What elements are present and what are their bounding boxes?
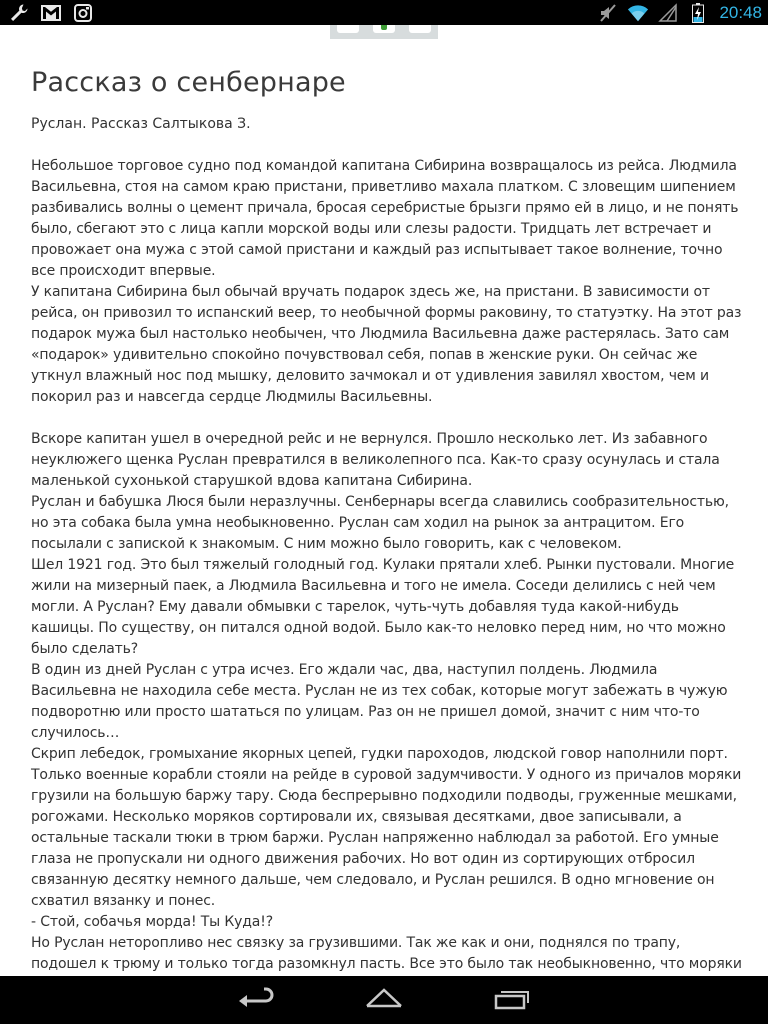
page-nav-current-button[interactable] (373, 25, 395, 33)
recent-apps-icon (492, 986, 532, 1014)
page-nav-indicator (381, 25, 387, 30)
mute-icon (597, 3, 619, 23)
home-button[interactable] (364, 986, 404, 1014)
battery-charging-icon (687, 3, 709, 23)
paragraph: У капитана Сибирина был обычай вручать подарок здесь же, на пристани. В зависимости от рейса, он привозил то испанский веер, то необычной формы раковину, то статуэтку. На этот раз подарок мужа был настолько необычен, что Людмила Васильевна даже растерялась. Зато сам «подарок» удивительно спокойно почувствовал себя, попав в женские руки. Он сейчас же уткнул влажный нос под мышку, деловито зачмокал и от удивления завилял хвостом, чем и покорил раз и навсегда сердце Людмилы Васильевны. (31, 284, 742, 405)
back-icon (236, 986, 276, 1014)
paragraph: Вскоре капитан ушел в очередной рейс и не вернулся. Прошло несколько лет. Из забавного неуклюжего щенка Руслан превратился в великолепного пса. Как-то сразу осунулась и стала маленькой сухонькой старушкой вдова капитана Сибирина. (31, 431, 720, 489)
wifi-icon (627, 3, 649, 23)
wrench-icon (8, 3, 30, 23)
status-bar (0, 0, 768, 25)
clock: 20:48 (719, 2, 762, 22)
instagram-icon (72, 3, 94, 23)
paragraph: В один из дней Руслан с утра исчез. Его ждали час, два, наступил полдень. Людмила Васильевна не находила себе места. Руслан не из тех собак, которые могут забежать в чужую подворотню или просто шататься по улицам. Раз он не пришел домой, значит с ним что-то случилось… (31, 662, 728, 741)
page-nav-next-button[interactable] (409, 25, 431, 33)
article (31, 60, 743, 1017)
page-nav-prev-button[interactable] (337, 25, 359, 33)
back-button[interactable] (236, 986, 276, 1014)
notification-icons (8, 2, 94, 23)
paragraph: Руслан и бабушка Люся были неразлучны. Сенбернары всегда славились сообразительностью, но эта собака была умна необыкновенно. Руслан сам ходил на рынок за антрацитом. Его посылали с запиской к знакомым. С ним можно было говорить, как с человеком. (31, 494, 729, 552)
article-body (31, 156, 743, 1017)
article-byline: Руслан. Рассказ Салтыкова З. (31, 116, 251, 132)
home-icon (364, 986, 404, 1014)
paragraph: Небольшое торговое судно под командой капитана Сибирина возвращалось из рейса. Людмила Васильевна, стоя на самом краю пристани, приветливо махала платком. С зловещим шипением разбивались волны о цемент причала, бросая серебристые брызги прямо ей в лицо, и не понять было, сбегают это с лица капли морской воды или слезы радости. Тридцать лет встречает и провожает она мужа с этой самой пристани и каждый раз испытывает такое волнение, точно все происходит впервые. (31, 158, 739, 279)
system-icons (597, 2, 762, 23)
paragraph: Шел 1921 год. Это был тяжелый голодный год. Кулаки прятали хлеб. Рынки пустовали. Многие жили на мизерный паек, а Людмила Васильевна и того не имела. Соседи делились с ней чем могли. А Руслан? Ему давали обмывки с тарелок, чуть-чуть добавляя туда какой-нибудь кашицы. По существу, он питался одной водой. Было как-то неловко перед ним, но что можно было сделать? (31, 557, 735, 657)
paragraph: Но Руслан неторопливо нес связку за грузившими. Так же как и они, поднялся по трапу, подошел к трюму и только тогда разомкнул пасть. Все это было так необыкновенно, что моряки (31, 935, 742, 972)
article-title: Рассказ о сенбернаре (31, 67, 346, 98)
paragraph: - Стой, собачья морда! Ты Куда!? (31, 914, 273, 930)
page-nav-widget (330, 25, 438, 39)
gmail-icon (40, 3, 62, 23)
paragraph: Скрип лебедок, громыхание якорных цепей, гудки пароходов, людской говор наполнили порт. Только военные корабли стояли на рейде в суровой задумчивости. У одного из причалов моряки грузили на большую баржу тару. Сюда беспрерывно подходили подводы, груженные мешками, рогожами. Несколько моряков сортировали их, связывая десятками, двое записывали, а остальные таскали тюки в трюм баржи. Руслан напряженно наблюдал за работой. Его умные глаза не пропускали ни одного движения рабочих. Но вот один из сортирующих отбросил связанную десятку немного дальше, чем следовало, и Руслан решился. В одно мгновение он схватил вязанку и понес. (31, 746, 742, 909)
navigation-bar (0, 976, 768, 1024)
recent-apps-button[interactable] (492, 986, 532, 1014)
no-signal-icon (657, 3, 679, 23)
